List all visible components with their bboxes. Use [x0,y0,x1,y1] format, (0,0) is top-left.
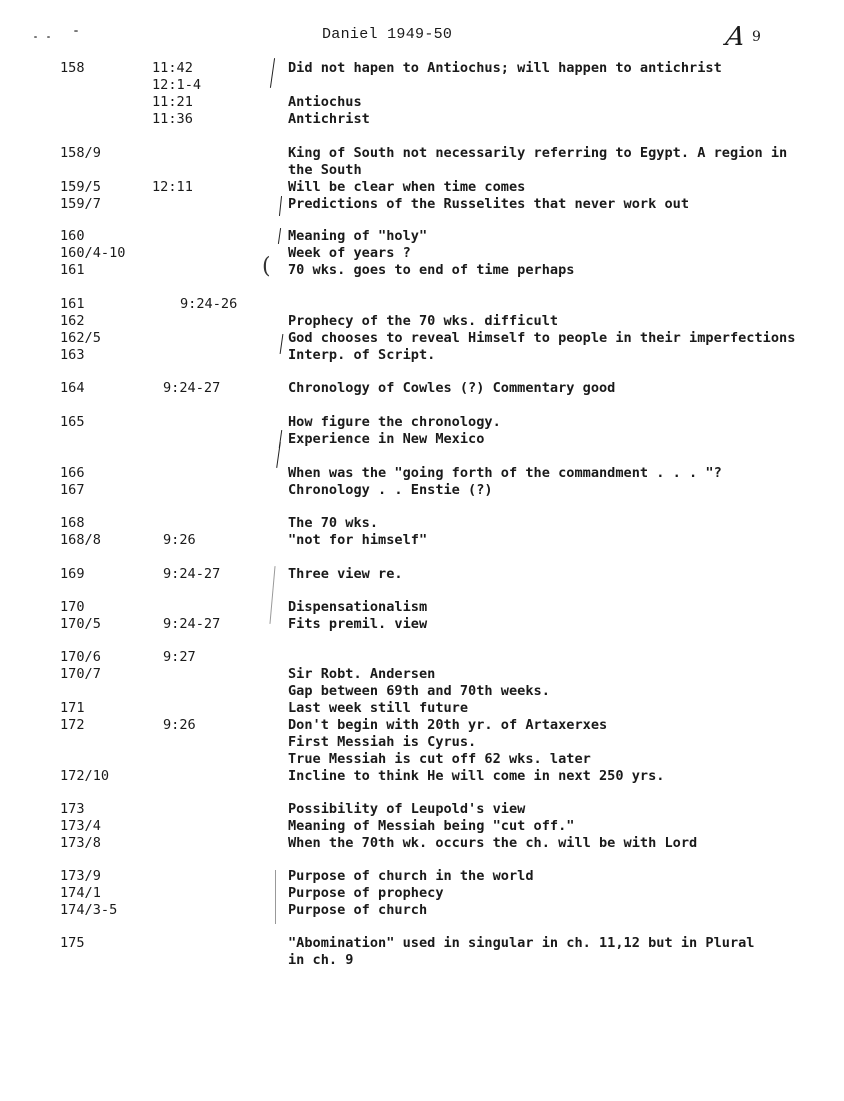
note-text: God chooses to reveal Himself to people in their imperfections [288,330,796,346]
page-reference: 168 [60,515,85,531]
note-row [0,111,844,128]
scripture-reference: 12:11 [152,179,193,195]
note-text: Incline to think He will come in next 250 yrs. [288,768,665,784]
page-title: Daniel 1949-50 [322,26,453,43]
note-row [0,566,844,583]
note-text: When the 70th wk. occurs the ch. will be with Lord [288,835,698,851]
page-reference: 173 [60,801,85,817]
note-text: Week of years ? [288,245,411,261]
note-text: When was the "going forth of the commandment . . . "? [288,465,722,481]
note-row [0,952,844,969]
page-reference: 170 [60,599,85,615]
scripture-reference: 12:1-4 [152,77,202,93]
note-text: Three view re. [288,566,403,582]
note-row [0,179,844,196]
scripture-reference: 9:26 [163,717,196,733]
note-text: Purpose of church [288,902,428,918]
note-text: First Messiah is Cyrus. [288,734,477,750]
note-row [0,262,844,279]
note-row [0,818,844,835]
page-reference: 166 [60,465,85,481]
note-text: Will be clear when time comes [288,179,526,195]
note-row [0,313,844,330]
note-row [0,717,844,734]
note-row [0,245,844,262]
note-row [0,768,844,785]
note-text: Interp. of Script. [288,347,436,363]
note-text: Chronology of Cowles (?) Commentary good [288,380,616,396]
page-reference: 160/4-10 [60,245,126,261]
page-reference: 171 [60,700,85,716]
note-row [0,482,844,499]
scan-speck [74,30,78,32]
page-reference: 172 [60,717,85,733]
note-row [0,801,844,818]
page-reference: 165 [60,414,85,430]
page-reference: 169 [60,566,85,582]
scripture-reference: 11:21 [152,94,193,110]
note-text: Gap between 69th and 70th weeks. [288,683,550,699]
page-reference: 162 [60,313,85,329]
margin-bracket: ( [262,254,271,279]
note-row [0,902,844,919]
page-reference: 162/5 [60,330,101,346]
note-text: Sir Robt. Andersen [288,666,436,682]
page-reference: 173/8 [60,835,101,851]
page-reference: 173/9 [60,868,101,884]
note-text: Predictions of the Russelites that never work out [288,196,690,212]
page-reference: 160 [60,228,85,244]
page-reference: 159/7 [60,196,101,212]
note-row [0,465,844,482]
page-reference: 170/6 [60,649,101,665]
scripture-reference: 9:24-27 [163,380,221,396]
note-row [0,330,844,347]
note-row [0,868,844,885]
note-text: King of South not necessarily referring to Egypt. A region in [288,145,788,161]
note-row [0,431,844,448]
note-text: How figure the chronology. [288,414,501,430]
note-row [0,296,844,313]
scripture-reference: 9:27 [163,649,196,665]
note-text: Prophecy of the 70 wks. difficult [288,313,559,329]
note-text: Dispensationalism [288,599,428,615]
note-text: Meaning of "holy" [288,228,428,244]
page-reference: 161 [60,296,85,312]
note-text: Antiochus [288,94,362,110]
page-reference: 158 [60,60,85,76]
note-row [0,734,844,751]
page-reference: 158/9 [60,145,101,161]
note-text: Did not hapen to Antiochus; will happen to antichrist [288,60,722,76]
note-row [0,196,844,213]
note-text: Last week still future [288,700,469,716]
note-row [0,145,844,162]
note-text: the South [288,162,362,178]
note-text: Antichrist [288,111,370,127]
note-row [0,666,844,683]
page-reference: 170/7 [60,666,101,682]
scripture-reference: 9:24-27 [163,566,221,582]
scripture-reference: 9:24-27 [163,616,221,632]
scripture-reference: 11:36 [152,111,193,127]
note-row [0,751,844,768]
note-row [0,77,844,94]
note-text: Experience in New Mexico [288,431,485,447]
scan-speck [47,36,50,38]
margin-mark [275,870,276,924]
note-row [0,616,844,633]
note-row [0,347,844,364]
note-text: Chronology . . Enstie (?) [288,482,493,498]
note-row [0,700,844,717]
note-row [0,683,844,700]
page-reference: 168/8 [60,532,101,548]
note-text: Meaning of Messiah being "cut off." [288,818,575,834]
scripture-reference: 9:24-26 [180,296,238,312]
page-number: 9 [752,29,761,45]
page-reference: 174/1 [60,885,101,901]
note-row [0,60,844,77]
handwritten-page-mark: A [723,22,747,52]
note-row [0,228,844,245]
scripture-reference: 9:26 [163,532,196,548]
page-reference: 170/5 [60,616,101,632]
scan-speck [34,36,37,38]
note-text: in ch. 9 [288,952,354,968]
note-text: 70 wks. goes to end of time perhaps [288,262,575,278]
page-reference: 175 [60,935,85,951]
note-text: Purpose of prophecy [288,885,444,901]
page-reference: 163 [60,347,85,363]
page-reference: 173/4 [60,818,101,834]
note-row [0,835,844,852]
scripture-reference: 11:42 [152,60,193,76]
note-row [0,162,844,179]
note-text: Don't begin with 20th yr. of Artaxerxes [288,717,608,733]
page-reference: 161 [60,262,85,278]
note-text: Purpose of church in the world [288,868,534,884]
note-row [0,380,844,397]
note-row [0,885,844,902]
note-row [0,414,844,431]
note-text: "Abomination" used in singular in ch. 11,12 but in Plural [288,935,755,951]
note-row [0,94,844,111]
note-text: True Messiah is cut off 62 wks. later [288,751,591,767]
page-reference: 174/3-5 [60,902,118,918]
note-row [0,599,844,616]
note-row [0,515,844,532]
page-reference: 167 [60,482,85,498]
note-row [0,935,844,952]
page-reference: 172/10 [60,768,110,784]
note-text: The 70 wks. [288,515,379,531]
note-text: Possibility of Leupold's view [288,801,526,817]
note-text: "not for himself" [288,532,428,548]
note-row [0,532,844,549]
note-text: Fits premil. view [288,616,428,632]
page-reference: 164 [60,380,85,396]
page-reference: 159/5 [60,179,101,195]
note-row [0,649,844,666]
